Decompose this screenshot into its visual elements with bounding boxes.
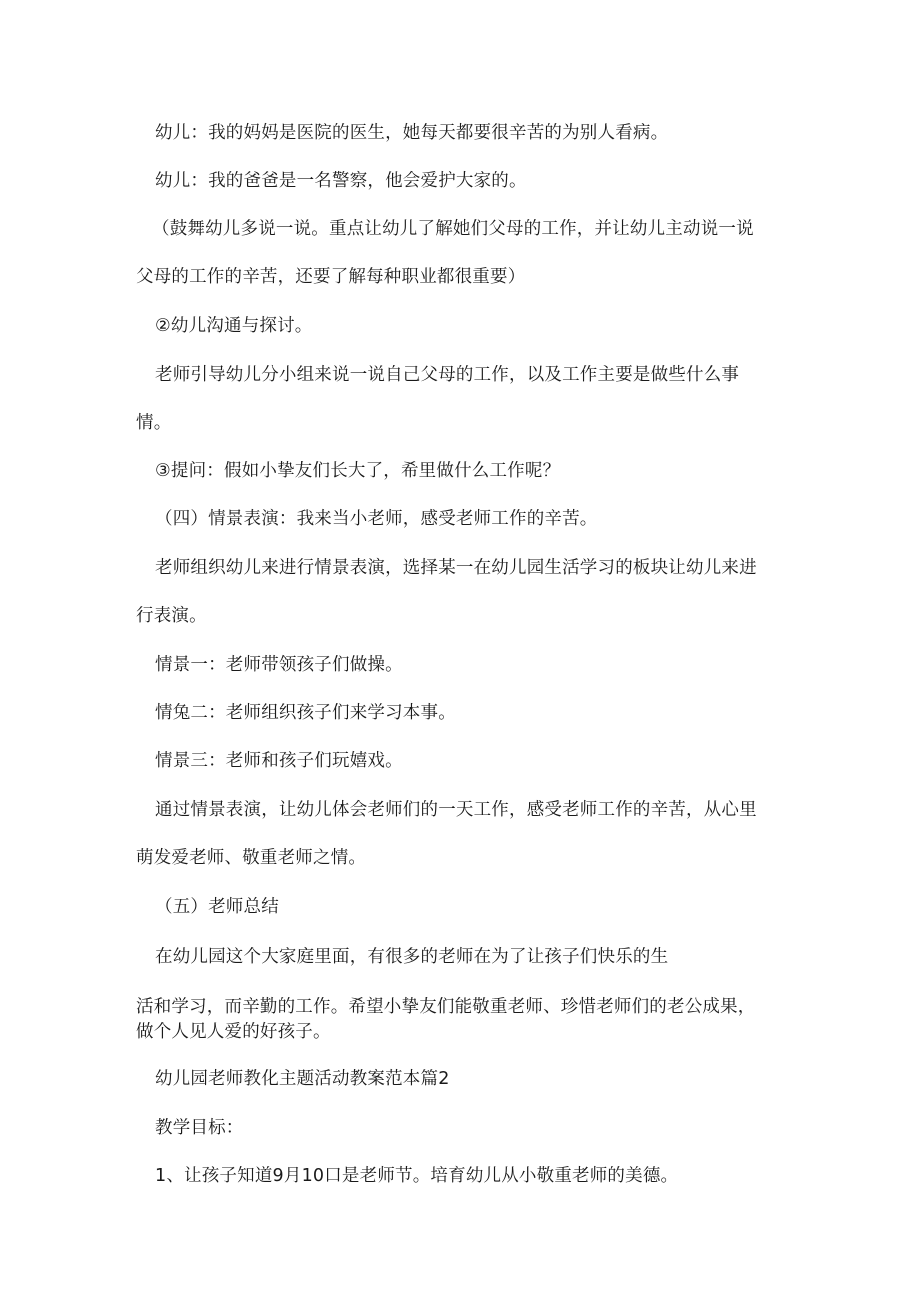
paragraph-line: 1、让孩子知道9月10口是老师节。培育幼儿从小敬重老师的美德。 (155, 1166, 679, 1186)
paragraph-line: 情景一：老师带领孩子们做操。 (155, 655, 403, 675)
paragraph-line: 在幼儿园这个大家庭里面，有很多的老师在为了让孩子们快乐的生 (155, 947, 669, 967)
paragraph-line: 老师引导幼儿分小组来说一说自己父母的工作，以及工作主要是做些什么事 (155, 365, 740, 385)
paragraph-line: 通过情景表演，让幼儿体会老师们的一天工作，感受老师工作的辛苦，从心里 (155, 800, 757, 820)
section-heading: （五）老师总结 (155, 897, 279, 917)
paragraph-line: 老师组织幼儿来进行情景表演，选择某一在幼儿园生活学习的板块让幼儿来进 (155, 558, 757, 578)
section-heading: （四）情景表演：我来当小老师，感受老师工作的辛苦。 (155, 509, 598, 529)
paragraph-line: 情。 (136, 413, 172, 433)
paragraph-line: 父母的工作的辛苦，还要了解每种职业都很重要） (136, 267, 526, 287)
paragraph-line: ②幼儿沟通与探讨。 (155, 316, 313, 336)
paragraph-line: 萌发爱老师、敬重老师之情。 (136, 848, 367, 868)
paragraph-line: 活和学习，而辛勤的工作。希望小挚友们能敬重老师、珍惜老师们的老公成果， (136, 997, 756, 1017)
paragraph-line: 幼儿：我的妈妈是医院的医生，她每天都要很辛苦的为别人看病。 (155, 123, 669, 143)
paragraph-line: 情景三：老师和孩子们玩嬉戏。 (155, 751, 403, 771)
paragraph-line: ③提问：假如小挚友们长大了，希里做什么工作呢？ (155, 461, 561, 481)
paragraph-line: （鼓舞幼儿多说一说。重点让幼儿了解她们父母的工作，并让幼儿主动说一说 (152, 219, 754, 239)
paragraph-line: 教学目标： (155, 1118, 244, 1138)
paragraph-line: 行表演。 (136, 606, 207, 626)
paragraph-line: 幼儿：我的爸爸是一名警察，他会爱护大家的。 (155, 171, 527, 191)
paragraph-line: 做个人见人爱的好孩子。 (136, 1022, 331, 1042)
section-title: 幼儿园老师教化主题活动教案范本篇2 (155, 1069, 450, 1089)
paragraph-line: 情兔二：老师组织孩子们来学习本事。 (155, 703, 456, 723)
